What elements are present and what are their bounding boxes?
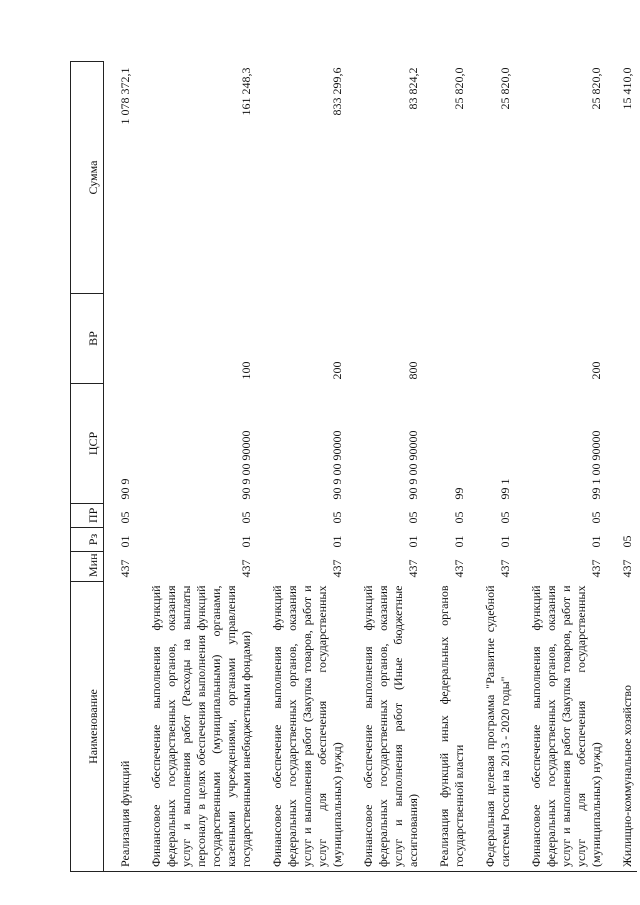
row-sum: 833 299,6 [330, 67, 344, 116]
row-csr: 99 [452, 487, 466, 500]
row-vr: 200 [330, 361, 344, 380]
row-vr: 100 [239, 361, 253, 380]
row-min: 437 [406, 559, 420, 578]
row-csr: 90 9 00 90000 [239, 430, 253, 500]
row-sum: 1 078 372,1 [118, 67, 132, 125]
row-rz: 01 [118, 535, 132, 548]
row-name: Реализация функций иных федеральных органов государственной власти [435, 582, 469, 872]
row-min: 437 [452, 559, 466, 578]
row-name: Финансовое обеспечение выполнения функций федеральных государственных органов, оказания услуг и выполнения работ (Иные бюджетные ассигнования) [359, 582, 423, 872]
row-sum: 25 820,0 [589, 67, 603, 110]
row-pr: 05 [330, 511, 344, 524]
row-csr: 99 1 00 90000 [589, 430, 603, 500]
table-row [268, 62, 347, 872]
row-rz: 01 [239, 535, 253, 548]
row-sum: 83 824,2 [406, 67, 420, 110]
table-row [147, 62, 256, 872]
header-pr: ПР [71, 504, 104, 528]
row-min: 437 [589, 559, 603, 578]
header-sum: Сумма [71, 62, 104, 294]
budget-table [70, 61, 637, 872]
row-pr: 05 [452, 511, 466, 524]
row-csr: 90 9 00 90000 [330, 430, 344, 500]
row-name: Финансовое обеспечение выполнения функций федеральных государственных органов, оказания услуг и выполнения работ (Расходы на выплаты персоналу в целях обеспечения выполнения функций государственными (муниципальными) органами, казенными учреждениями, органами управления государственными внебюджетными фондами) [147, 582, 256, 872]
row-rz: 01 [589, 535, 603, 548]
row-rz: 05 [620, 535, 634, 548]
row-csr: 90 9 00 90000 [406, 430, 420, 500]
row-sum: 161 248,3 [239, 67, 253, 116]
header-vr: ВР [71, 294, 104, 384]
row-sum: 25 820,0 [452, 67, 466, 110]
table-row [116, 62, 135, 872]
header-rz: Рз [71, 528, 104, 552]
row-pr: 05 [498, 511, 512, 524]
row-min: 437 [620, 559, 634, 578]
row-csr: 99 1 [498, 478, 512, 500]
document-table-container [70, 62, 634, 872]
row-min: 437 [118, 559, 132, 578]
row-rz: 01 [406, 535, 420, 548]
row-rz: 01 [330, 535, 344, 548]
row-vr: 200 [589, 361, 603, 380]
row-pr [618, 504, 637, 528]
header-name: Наименование [71, 582, 104, 872]
row-min: 437 [239, 559, 253, 578]
row-name: Федеральная целевая программа "Развитие судебной системы России на 2013 - 2020 годы" [481, 582, 515, 872]
table-row [527, 62, 606, 872]
table-row [435, 62, 469, 872]
row-csr: 90 9 [118, 478, 132, 500]
row-min: 437 [330, 559, 344, 578]
table-row [481, 62, 515, 872]
row-name: Финансовое обеспечение выполнения функций федеральных государственных органов, оказания услуг и выполнения работ (Закупка товаров, работ и услуг для обеспечения государственных (муниципальных) нужд) [268, 582, 347, 872]
row-pr: 05 [118, 511, 132, 524]
header-min: Мин [71, 552, 104, 582]
row-pr: 05 [589, 511, 603, 524]
row-sum: 15 410,0 [620, 67, 634, 110]
row-rz: 01 [498, 535, 512, 548]
row-csr [618, 384, 637, 504]
row-vr [116, 294, 135, 384]
row-name: Жилищно-коммунальное хозяйство [618, 582, 637, 872]
row-min: 437 [498, 559, 512, 578]
row-name: Финансовое обеспечение выполнения функций федеральных государственных органов, оказания услуг и выполнения работ (Закупка товаров, работ и услуг для обеспечения государственных (муниципальных) нужд) [527, 582, 606, 872]
table-header [71, 62, 104, 872]
header-csr: ЦСР [71, 384, 104, 504]
row-rz: 01 [452, 535, 466, 548]
row-vr [435, 294, 469, 384]
row-name: Реализация функций [116, 582, 135, 872]
row-vr [618, 294, 637, 384]
table-row [618, 62, 637, 872]
row-pr: 05 [406, 511, 420, 524]
row-sum: 25 820,0 [498, 67, 512, 110]
table-row [359, 62, 423, 872]
row-vr: 800 [406, 361, 420, 380]
row-vr [481, 294, 515, 384]
row-pr: 05 [239, 511, 253, 524]
